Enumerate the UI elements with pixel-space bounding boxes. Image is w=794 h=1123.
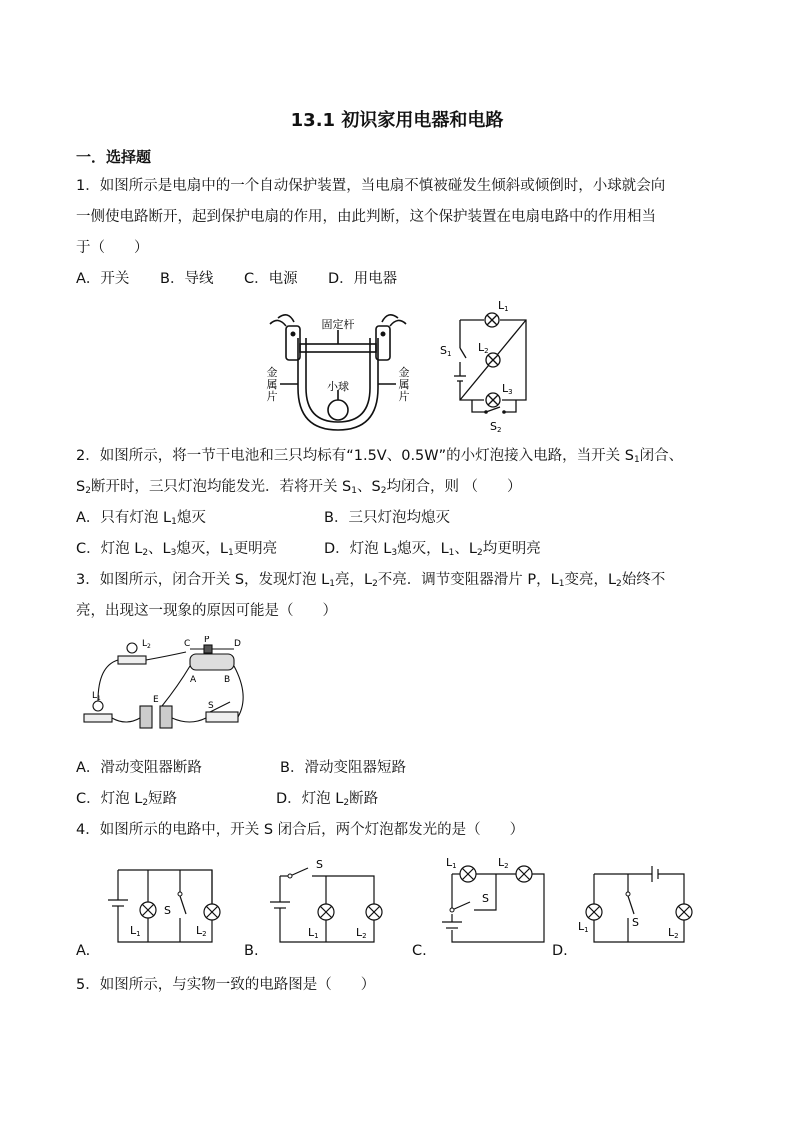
label-p: P — [204, 636, 210, 645]
label-a: A — [190, 675, 197, 685]
q3-line2: 亮，出现这一现象的原因可能是（ ） — [76, 603, 337, 619]
q3-option-a: A．滑动变阻器断路 — [76, 760, 202, 776]
metal-right-2: 属 — [398, 378, 410, 391]
label-c: C — [184, 639, 191, 649]
q4-option-d: D. — [552, 943, 568, 959]
q4-option-b: B. — [244, 943, 259, 959]
q4c-l1: L1 — [446, 856, 457, 870]
metal-right-1: 金 — [398, 366, 410, 379]
q4a-l2: L2 — [196, 924, 207, 938]
q4-circuit-d — [574, 858, 704, 950]
label-b: B — [224, 675, 231, 685]
metal-right-3: 片 — [398, 390, 410, 403]
q2-line1: 2．如图所示，将一节干电池和三只均标有“1.5V、0.5W”的小灯泡接入电路，当开关 $S_1$闭合、 — [76, 448, 684, 465]
q2-option-b: B．三只灯泡均熄灭 — [324, 510, 450, 526]
q4c-s: S — [482, 892, 489, 905]
q4b-s: S — [316, 858, 323, 871]
q4-circuit-b — [262, 856, 390, 950]
q4-option-a: A. — [76, 943, 91, 959]
q3-line1: 3．如图所示，闭合开关 S，发现灯泡 $L_1$亮，$L_2$不亮．调节变阻器滑片 P，$L_1$变亮，$L_2$始终不 — [76, 572, 666, 589]
fixed-rod-label: 固定杆 — [321, 318, 355, 331]
q3-option-b: B．滑动变阻器短路 — [280, 760, 406, 776]
protection-device-figure — [258, 308, 418, 438]
q4b-l1: L1 — [308, 926, 319, 940]
metal-left-3: 片 — [266, 390, 278, 403]
q4a-l1: L1 — [130, 924, 141, 938]
q4a-s: S — [164, 904, 171, 917]
metal-left-2: 属 — [266, 378, 278, 391]
metal-left-1: 金 — [266, 366, 278, 379]
q4b-l2: L2 — [356, 926, 367, 940]
physical-circuit-figure — [78, 636, 253, 736]
q1-line1: 1．如图所示是电扇中的一个自动保护装置，当电扇不慎被碰发生倾斜或倾倒时，小球就会向 — [76, 178, 666, 194]
q4-line1: 4．如图所示的电路中，开关 S 闭合后，两个灯泡都发光的是（ ） — [76, 822, 525, 838]
ball-label: 小球 — [327, 380, 349, 393]
q5-line1: 5．如图所示，与实物一致的电路图是（ ） — [76, 977, 376, 993]
s1-label: S1 — [440, 344, 452, 358]
q3-option-d: D．灯泡 $L_2$断路 — [276, 791, 379, 808]
q2-line2: $S_2$断开时，三只灯泡均能发光．若将开关 $S_1$、$S_2$均闭合，则 （ ） — [76, 479, 522, 496]
q1-option-d: D．用电器 — [328, 271, 398, 287]
label-l2: $L_2$ — [142, 639, 151, 650]
q2-option-d: D．灯泡 $L_3$熄灭，$L_1$、$L_2$均更明亮 — [324, 541, 541, 558]
q2-option-c: C．灯泡 $L_2$、$L_3$熄灭，$L_1$更明亮 — [76, 541, 278, 558]
q4c-l2: L2 — [498, 856, 509, 870]
label-l1: $L_1$ — [92, 691, 101, 702]
label-d: D — [234, 639, 241, 649]
q1-option-b: B．导线 — [160, 271, 214, 287]
q4d-l2: L2 — [668, 926, 679, 940]
q4d-s: S — [632, 916, 639, 929]
q3-option-c: C．灯泡 $L_2$短路 — [76, 791, 178, 808]
q2-option-a: A．只有灯泡 $L_1$熄灭 — [76, 510, 206, 527]
q4-circuit-c — [434, 852, 552, 950]
q1-option-a: A．开关 — [76, 271, 130, 287]
s2-label: S2 — [490, 420, 502, 434]
l2-label: L2 — [478, 341, 489, 355]
l3-label: L3 — [502, 382, 513, 396]
label-s: S — [208, 701, 214, 711]
label-e: E — [153, 695, 159, 705]
q1-option-c: C．电源 — [244, 271, 298, 287]
page-title: 13.1 初识家用电器和电路 — [290, 110, 504, 131]
q4d-l1: L1 — [578, 920, 589, 934]
q1-line2: 一侧使电路断开，起到保护电扇的作用，由此判断，这个保护装置在电扇电路中的作用相当 — [76, 209, 656, 225]
q1-line3: 于（ ） — [76, 240, 149, 256]
q4-option-c: C. — [412, 943, 427, 959]
q4-circuit-a — [100, 862, 228, 950]
section-heading: 一．选择题 — [76, 148, 152, 166]
l1-label: L1 — [498, 299, 509, 313]
circuit-three-lamps-figure — [436, 296, 536, 436]
